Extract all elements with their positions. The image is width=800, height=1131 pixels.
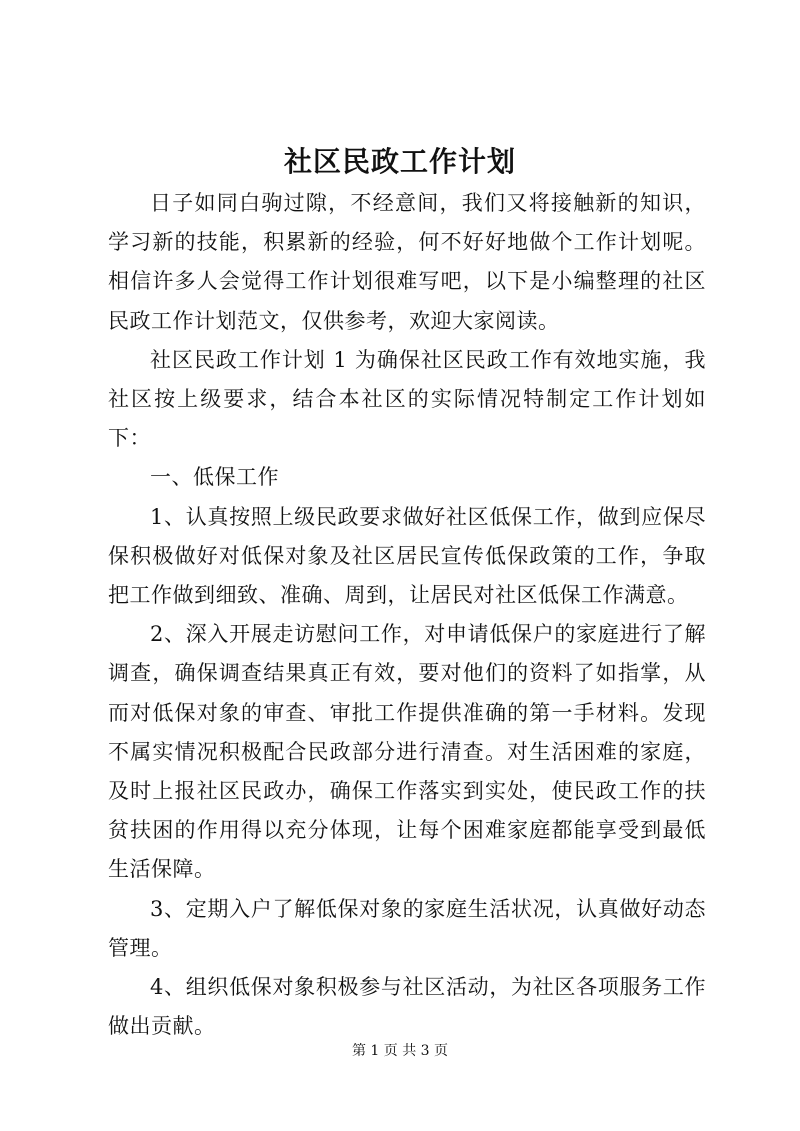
paragraph-item-2: 2、深入开展走访慰问工作，对申请低保户的家庭进行了解调查，确保调查结果真正有效，要对他们的资料了如指掌，从而对低保对象的审查、审批工作提供准确的第一手材料。发现不属实情况积极配合民政部分进行清查。对生活困难的家庭，及时上报社区民政办，确保工作落实到实处，使民政工作的扶贫扶困的作用得以充分体现，让每个困难家庭都能享受到最低生活保障。 <box>108 622 706 882</box>
document-title: 社区民政工作计划 <box>283 145 516 178</box>
page-footer: 第 1 页 共 3 页 <box>351 1043 449 1059</box>
paragraph-intro: 日子如同白驹过隙，不经意间，我们又将接触新的知识，学习新的技能，积累新的经验，何不好好地做个工作计划呢。相信许多人会觉得工作计划很难写吧，以下是小编整理的社区民政工作计划范文，仅供参考，欢迎大家阅读。 <box>108 191 706 333</box>
paragraph-plan-intro: 社区民政工作计划 1 为确保社区民政工作有效地实施，我社区按上级要求，结合本社区的实际情况特制定工作计划如下： <box>108 347 706 451</box>
section-heading-low-income: 一、低保工作 <box>150 465 279 490</box>
paragraph-item-3: 3、定期入户了解低保对象的家庭生活状况，认真做好动态管理。 <box>108 896 706 960</box>
document-body <box>108 184 706 1046</box>
paragraph-item-1: 1、认真按照上级民政要求做好社区低保工作，做到应保尽保积极做好对低保对象及社区居民宣传低保政策的工作，争取把工作做到细致、准确、周到，让居民对社区低保工作满意。 <box>108 504 706 608</box>
paragraph-item-4: 4、组织低保对象积极参与社区活动，为社区各项服务工作做出贡献。 <box>108 975 706 1039</box>
